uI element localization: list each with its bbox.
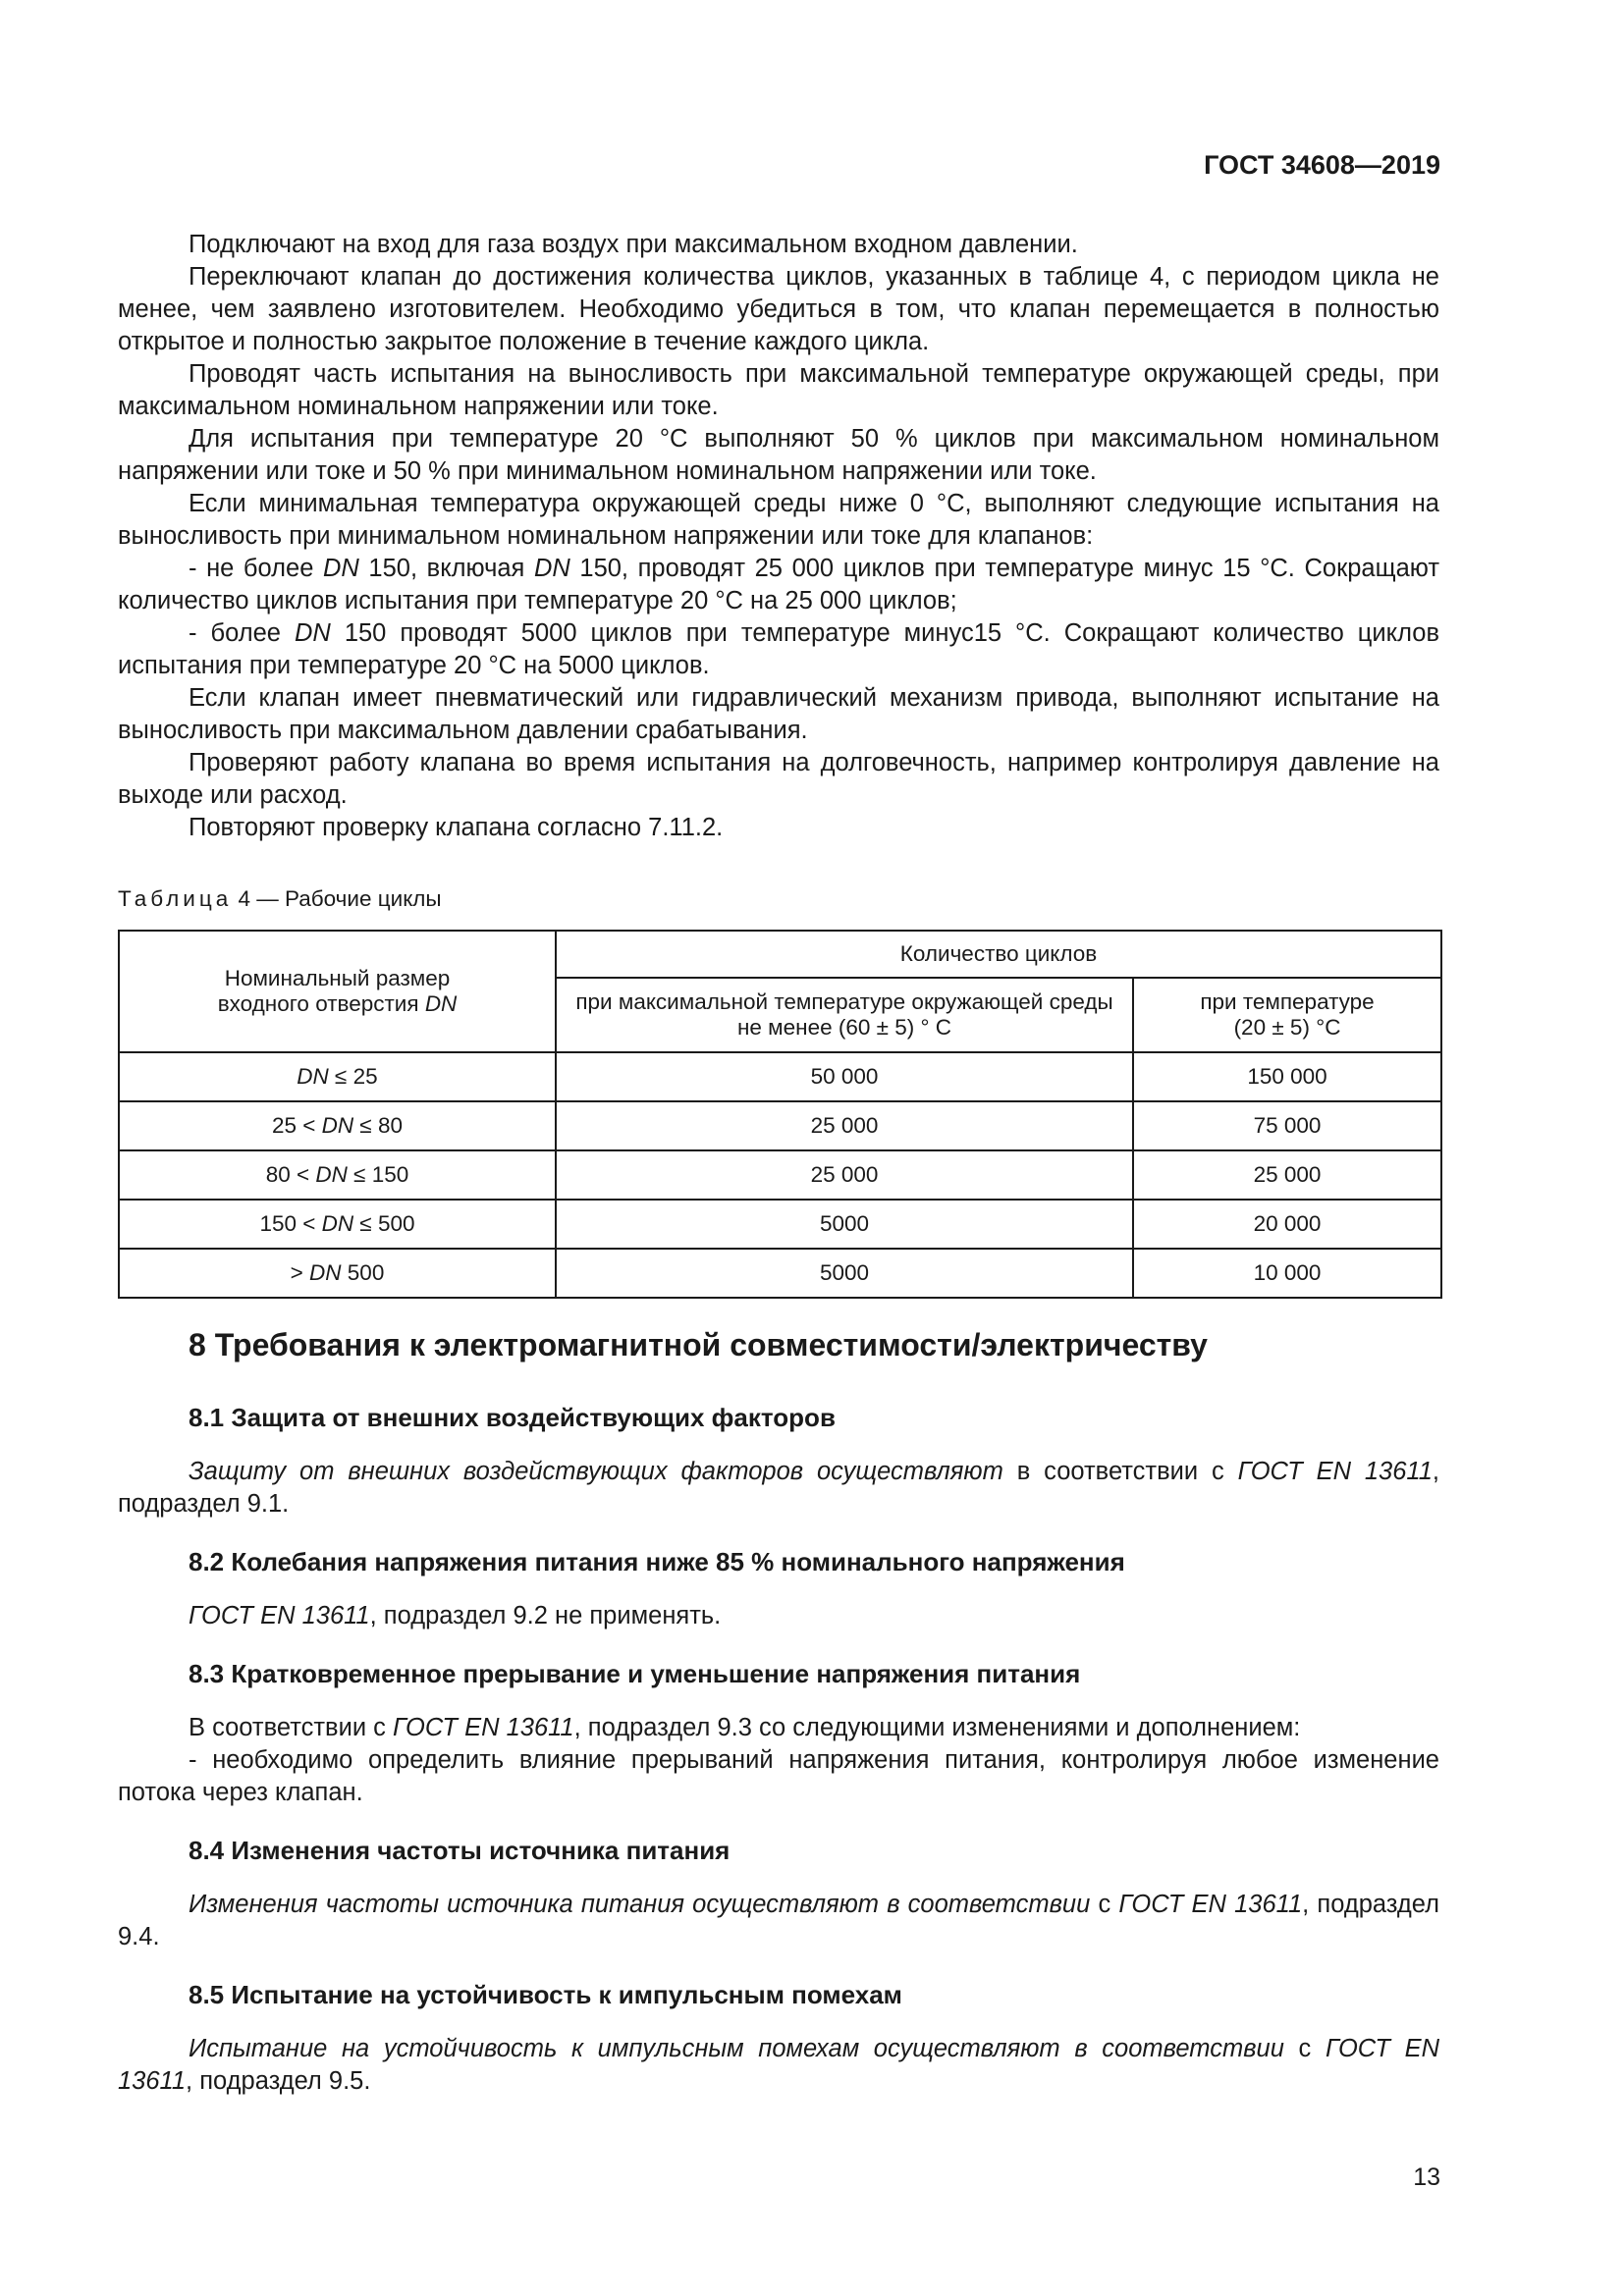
text: 500 (341, 1260, 385, 1285)
table-row (119, 1052, 1441, 1101)
cell-temp: 150 000 (1133, 1052, 1441, 1101)
text: при температуре (1200, 989, 1375, 1014)
text: 150, проводят 25 000 циклов при температуре минус 15 °С. Сокращают количество циклов испытания при температуре 20 °С на 25 000 циклов; (118, 555, 1439, 614)
text: 80 < (265, 1162, 316, 1187)
cell-size (119, 1200, 556, 1249)
text: Испытание на устойчивость к импульсным помехам осуществляют в соответствии (189, 2035, 1284, 2062)
text: с (1283, 2035, 1326, 2062)
cell-max: 50 000 (556, 1052, 1133, 1101)
cell-size (119, 1101, 556, 1150)
paragraph: Переключают клапан до достижения количества циклов, указанных в таблице 4, с периодом цикла не менее, чем заявлено изготовителем. Необходимо убедиться в том, что клапан перемещается в полностью открытое и полностью закрытое положение в течение каждого цикла. (118, 263, 1439, 355)
paragraph: Проверяют работу клапана во время испытания на долговечность, например контролируя давление на выходе или расход. (118, 749, 1439, 809)
paragraph: Для испытания при температуре 20 °С выполняют 50 % циклов при максимальном номинальном напряжении или токе и 50 % при минимальном номинальном напряжении или токе. (118, 425, 1439, 485)
text: входного отверстия (217, 991, 425, 1016)
subsection-8-1-heading: 8.1 Защита от внешних воздействующих факторов (189, 1403, 836, 1432)
text: ≤ 80 (353, 1113, 404, 1138)
cell-temp: 75 000 (1133, 1101, 1441, 1150)
text: ГОСТ EN 13611 (392, 1714, 574, 1741)
text: Изменения частоты источника питания осуществляют в соответствии (189, 1891, 1091, 1918)
text: Номинальный размер (224, 966, 451, 990)
paragraph (118, 1600, 1439, 1632)
text: Защиту от внешних воздействующих факторов осуществляют (189, 1458, 1003, 1485)
cycles-table (118, 930, 1442, 1299)
table-row (119, 1101, 1441, 1150)
header-cycles: Количество циклов (556, 931, 1441, 978)
header-max-temperature (556, 978, 1133, 1052)
text: - не более (189, 555, 323, 582)
caption-text: 4 — Рабочие циклы (232, 886, 442, 911)
paragraph: Повторяют проверку клапана согласно 7.11.2. (189, 814, 724, 841)
standard-designation: ГОСТ 34608—2019 (1204, 150, 1440, 180)
table-row (119, 1249, 1441, 1298)
text: ГОСТ EN 13611 (1118, 1891, 1303, 1918)
text: DN (309, 1260, 342, 1285)
list-item: - необходимо определить влияние прерываний напряжения питания, контролируя любое изменение потока через клапан. (118, 1746, 1439, 1806)
header-temperature-20 (1133, 978, 1441, 1052)
cell-max: 25 000 (556, 1101, 1133, 1150)
table-caption (118, 882, 442, 915)
paragraph (118, 1889, 1439, 1953)
cell-size (119, 1150, 556, 1200)
section-8-title: 8 Требования к электромагнитной совместимости/электричеству (189, 1327, 1208, 1362)
paragraph (118, 1712, 1439, 1744)
cell-temp: 20 000 (1133, 1200, 1441, 1249)
text: ГОСТ EN 13611 (189, 1602, 370, 1629)
text: , подраздел 9.5. (186, 2067, 371, 2095)
text: DN (321, 1113, 354, 1138)
paragraph: Если минимальная температура окружающей среды ниже 0 °С, выполняют следующие испытания на выносливость при минимальном номинальном напряжении или токе для клапанов: (118, 490, 1439, 550)
text: ≤ 150 (347, 1162, 409, 1187)
text: ≤ 500 (353, 1211, 415, 1236)
text: при максимальной температуре окружающей среды (575, 989, 1113, 1014)
subsection-8-5-heading: 8.5 Испытание на устойчивость к импульсным помехам (189, 1980, 902, 2009)
cell-max: 5000 (556, 1200, 1133, 1249)
text: (20 ± 5) °С (1233, 1015, 1341, 1040)
paragraph: Проводят часть испытания на выносливость при максимальной температуре окружающей среды, при максимальном номинальном напряжении или токе. (118, 360, 1439, 420)
header-nominal-size (119, 931, 556, 1052)
body-text (118, 229, 1439, 844)
text: 150, включая (358, 555, 534, 582)
text: DN (323, 555, 359, 582)
text: DN (315, 1162, 348, 1187)
paragraph: Если клапан имеет пневматический или гидравлический механизм привода, выполняют испытание на выносливость при максимальном давлении срабатывания. (118, 684, 1439, 744)
text: ГОСТ EN 13611 (1237, 1458, 1433, 1485)
text: ГОСТ EN 13611 (118, 2035, 1440, 2095)
list-item (118, 553, 1439, 617)
text: > (290, 1260, 310, 1285)
cell-size (119, 1052, 556, 1101)
text: в соответствии с (1002, 1458, 1238, 1485)
cell-max: 25 000 (556, 1150, 1133, 1200)
text: DN (294, 619, 331, 647)
text: 150 проводят 5000 циклов при температуре минус15 °С. Сокращают количество циклов испытания при температуре 20 °С на 5000 циклов. (118, 619, 1439, 679)
text: DN (297, 1064, 329, 1089)
cell-temp: 25 000 (1133, 1150, 1441, 1200)
subsection-8-4-heading: 8.4 Изменения частоты источника питания (189, 1836, 731, 1865)
text: - более (189, 619, 295, 647)
cell-max: 5000 (556, 1249, 1133, 1298)
text: 150 < (259, 1211, 322, 1236)
text: В соответствии с (189, 1714, 393, 1741)
text: , подраздел 9.3 со следующими изменениями и дополнением: (573, 1714, 1301, 1741)
paragraph (118, 2033, 1439, 2098)
table-row (119, 1150, 1441, 1200)
text: не менее (60 ± 5) ° С (736, 1015, 951, 1040)
text: , подраздел 9.2 не применять. (369, 1602, 722, 1629)
subsection-8-3-heading: 8.3 Кратковременное прерывание и уменьшение напряжения питания (189, 1659, 1081, 1688)
table-row (119, 1200, 1441, 1249)
text: DN (424, 991, 458, 1016)
text: 25 < (271, 1113, 322, 1138)
text: с (1090, 1891, 1119, 1918)
text: DN (533, 555, 570, 582)
list-item (118, 617, 1439, 682)
section-8-body (118, 1402, 1439, 2098)
text: , подраздел 9.1. (118, 1458, 1439, 1518)
subsection-8-2-heading: 8.2 Колебания напряжения питания ниже 85 % номинального напряжения (189, 1547, 1125, 1576)
page-number: 13 (1413, 2163, 1440, 2191)
cell-size (119, 1249, 556, 1298)
text: DN (321, 1211, 354, 1236)
paragraph (118, 1456, 1439, 1521)
caption-label: Таблица (118, 886, 233, 911)
text: ≤ 25 (328, 1064, 378, 1089)
cell-temp: 10 000 (1133, 1249, 1441, 1298)
text: , подраздел 9.4. (118, 1891, 1439, 1950)
paragraph: Подключают на вход для газа воздух при максимальном входном давлении. (189, 231, 1078, 258)
